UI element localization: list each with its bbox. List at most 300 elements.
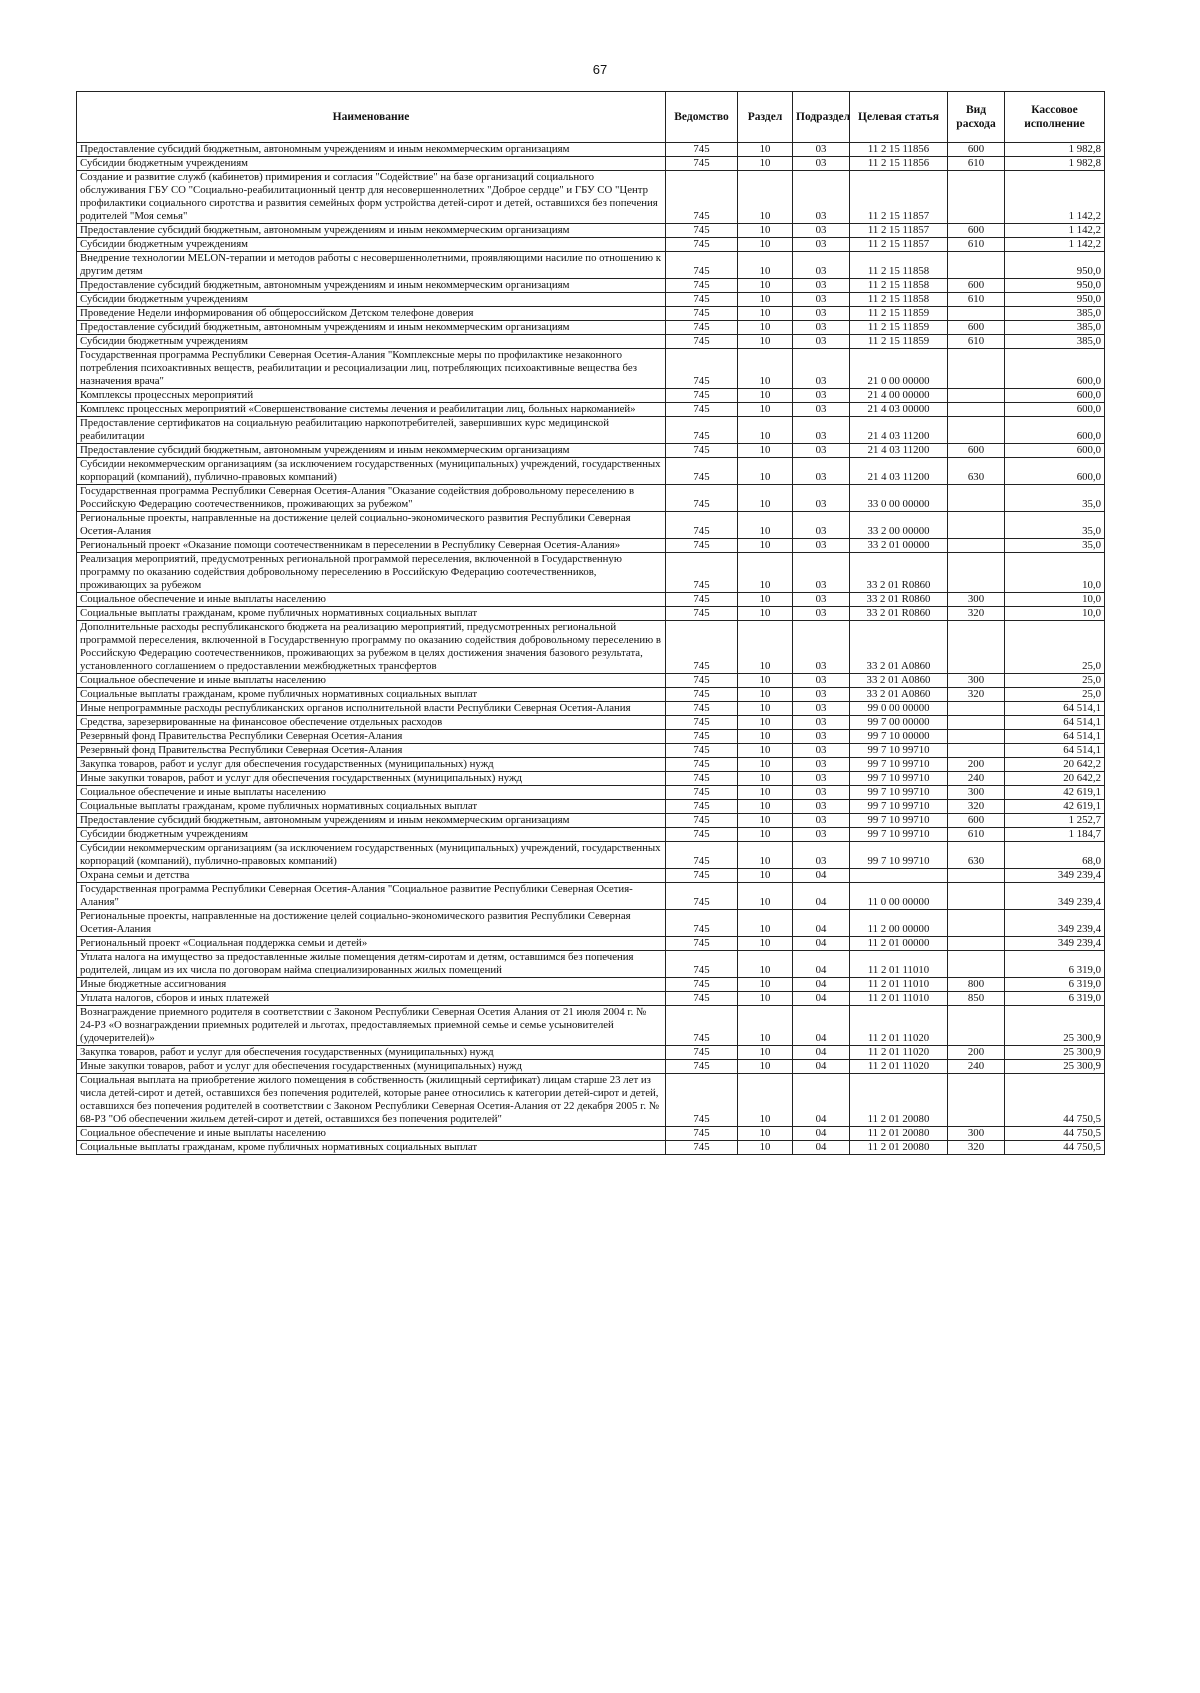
cell-ved: 745: [666, 143, 738, 157]
cell-podr: 03: [793, 539, 850, 553]
cell-name: Уплата налогов, сборов и иных платежей: [77, 992, 666, 1006]
table-row: [77, 842, 1105, 869]
cell-cel: 33 2 01 A0860: [850, 674, 948, 688]
cell-cel: 11 2 15 11857: [850, 238, 948, 252]
budget-execution-table: [76, 91, 1105, 1155]
cell-razd: 10: [738, 335, 793, 349]
cell-name: Субсидии бюджетным учреждениям: [77, 335, 666, 349]
cell-podr: 03: [793, 716, 850, 730]
cell-ved: 745: [666, 1006, 738, 1046]
cell-ved: 745: [666, 772, 738, 786]
cell-vid: 610: [948, 238, 1005, 252]
cell-kas: 349 239,4: [1005, 937, 1105, 951]
cell-kas: 25,0: [1005, 688, 1105, 702]
table-row: [77, 758, 1105, 772]
table-row: [77, 621, 1105, 674]
cell-vid: [948, 417, 1005, 444]
cell-kas: 42 619,1: [1005, 800, 1105, 814]
cell-cel: 11 2 15 11856: [850, 143, 948, 157]
cell-vid: [948, 1006, 1005, 1046]
cell-podr: 03: [793, 403, 850, 417]
cell-ved: 745: [666, 621, 738, 674]
cell-name: Иные закупки товаров, работ и услуг для обеспечения государственных (муниципальных) нужд: [77, 1060, 666, 1074]
table-row: [77, 688, 1105, 702]
table-row: [77, 1074, 1105, 1127]
cell-name: Закупка товаров, работ и услуг для обеспечения государственных (муниципальных) нужд: [77, 1046, 666, 1060]
cell-cel: 99 7 10 99710: [850, 814, 948, 828]
cell-ved: 745: [666, 951, 738, 978]
cell-cel: 11 2 01 11020: [850, 1060, 948, 1074]
cell-cel: 99 0 00 00000: [850, 702, 948, 716]
cell-kas: 1 142,2: [1005, 238, 1105, 252]
cell-ved: 745: [666, 1141, 738, 1155]
cell-razd: 10: [738, 674, 793, 688]
cell-kas: 35,0: [1005, 539, 1105, 553]
table-row: [77, 417, 1105, 444]
cell-podr: 04: [793, 1127, 850, 1141]
cell-podr: 03: [793, 744, 850, 758]
cell-podr: 03: [793, 485, 850, 512]
cell-vid: 320: [948, 1141, 1005, 1155]
header-podr: Подраздел: [793, 92, 850, 143]
cell-ved: 745: [666, 730, 738, 744]
cell-vid: 630: [948, 842, 1005, 869]
cell-kas: 600,0: [1005, 444, 1105, 458]
cell-podr: 03: [793, 512, 850, 539]
cell-razd: 10: [738, 307, 793, 321]
cell-vid: 320: [948, 800, 1005, 814]
cell-cel: 21 4 00 00000: [850, 389, 948, 403]
cell-ved: 745: [666, 252, 738, 279]
cell-kas: 600,0: [1005, 403, 1105, 417]
cell-ved: 745: [666, 992, 738, 1006]
cell-cel: 99 7 10 99710: [850, 800, 948, 814]
cell-ved: 745: [666, 171, 738, 224]
cell-name: Предоставление субсидий бюджетным, автономным учреждениям и иным некоммерческим организациям: [77, 143, 666, 157]
cell-name: Региональный проект «Оказание помощи соотечественникам в переселении в Республику Северная Осетия-Алания»: [77, 539, 666, 553]
cell-razd: 10: [738, 539, 793, 553]
cell-name: Социальные выплаты гражданам, кроме публичных нормативных социальных выплат: [77, 688, 666, 702]
cell-ved: 745: [666, 512, 738, 539]
cell-name: Дополнительные расходы республиканского бюджета на реализацию мероприятий, предусмотренных региональной программой переселения, включенной в Государственную программу по оказанию содействия добровольному переселению в Российскую Федерацию соотечественников, проживающих за рубежом в целях достижения значения базового результата, установленного соглашением о предоставлении межбюджетных трансфертов: [77, 621, 666, 674]
page-number: 67: [592, 62, 608, 77]
cell-kas: 1 982,8: [1005, 143, 1105, 157]
cell-podr: 03: [793, 143, 850, 157]
cell-kas: 950,0: [1005, 293, 1105, 307]
cell-ved: 745: [666, 1060, 738, 1074]
cell-podr: 03: [793, 252, 850, 279]
cell-cel: 33 2 01 R0860: [850, 553, 948, 593]
cell-vid: 600: [948, 143, 1005, 157]
cell-name: Государственная программа Республики Северная Осетия-Алания "Оказание содействия добровольному переселению в Российскую Федерацию соотечественников, проживающих за рубежом": [77, 485, 666, 512]
cell-razd: 10: [738, 772, 793, 786]
table-row: [77, 1006, 1105, 1046]
cell-vid: [948, 937, 1005, 951]
cell-podr: 04: [793, 951, 850, 978]
cell-podr: 03: [793, 417, 850, 444]
cell-vid: 600: [948, 224, 1005, 238]
cell-razd: 10: [738, 485, 793, 512]
cell-name: Резервный фонд Правительства Республики Северная Осетия-Алания: [77, 744, 666, 758]
cell-cel: 11 2 01 20080: [850, 1074, 948, 1127]
table-row: [77, 553, 1105, 593]
header-cel: Целевая статья: [850, 92, 948, 143]
cell-razd: 10: [738, 143, 793, 157]
cell-name: Вознаграждение приемного родителя в соответствии с Законом Республики Северная Осетия Алания от 21 июля 2004 г. № 24-РЗ «О вознаграждении приемных родителей и льготах, предоставляемых приемной семье и семье усыновителей (удочерителей)»: [77, 1006, 666, 1046]
cell-name: Социальные выплаты гражданам, кроме публичных нормативных социальных выплат: [77, 1141, 666, 1155]
cell-podr: 03: [793, 335, 850, 349]
cell-ved: 745: [666, 758, 738, 772]
cell-podr: 03: [793, 157, 850, 171]
cell-name: Социальная выплата на приобретение жилого помещения в собственность (жилищный сертификат) лицам старше 23 лет из числа детей-сирот и детей, оставшихся без попечения родителей, которые ранее относились к категории детей-сирот и детей, оставшихся без попечения родителей в соответствии с Законом Республики Северная Осетия-Алания от 22 декабря 2005 г. № 68-РЗ "Об обеспечении жильем детей-сирот и детей, оставшихся без попечения родителей": [77, 1074, 666, 1127]
cell-cel: 11 2 01 11020: [850, 1006, 948, 1046]
cell-razd: 10: [738, 951, 793, 978]
cell-kas: 10,0: [1005, 553, 1105, 593]
cell-name: Реализация мероприятий, предусмотренных региональной программой переселения, включенной в Государственную программу по оказанию содействия добровольному переселению в Российскую Федерацию соотечественников, проживающих за рубежом: [77, 553, 666, 593]
cell-razd: 10: [738, 607, 793, 621]
cell-podr: 04: [793, 883, 850, 910]
cell-ved: 745: [666, 744, 738, 758]
cell-cel: 99 7 10 99710: [850, 828, 948, 842]
cell-razd: 10: [738, 992, 793, 1006]
cell-razd: 10: [738, 758, 793, 772]
cell-vid: 240: [948, 1060, 1005, 1074]
header-kas: Кассовое исполнение: [1005, 92, 1105, 143]
cell-cel: 11 2 01 00000: [850, 937, 948, 951]
cell-name: Иные закупки товаров, работ и услуг для обеспечения государственных (муниципальных) нужд: [77, 772, 666, 786]
cell-ved: 745: [666, 786, 738, 800]
table-row: [77, 1127, 1105, 1141]
cell-vid: [948, 744, 1005, 758]
cell-razd: 10: [738, 553, 793, 593]
cell-vid: [948, 252, 1005, 279]
cell-podr: 04: [793, 1074, 850, 1127]
table-row: [77, 607, 1105, 621]
cell-vid: 320: [948, 688, 1005, 702]
cell-podr: 03: [793, 389, 850, 403]
cell-kas: 349 239,4: [1005, 910, 1105, 937]
table-row: [77, 883, 1105, 910]
cell-cel: 11 2 15 11857: [850, 171, 948, 224]
table-row: [77, 485, 1105, 512]
cell-ved: 745: [666, 389, 738, 403]
cell-vid: 300: [948, 786, 1005, 800]
cell-cel: 11 2 15 11857: [850, 224, 948, 238]
cell-ved: 745: [666, 828, 738, 842]
header-razd: Раздел: [738, 92, 793, 143]
cell-vid: [948, 307, 1005, 321]
cell-cel: 11 2 15 11858: [850, 252, 948, 279]
cell-podr: 04: [793, 869, 850, 883]
cell-vid: [948, 951, 1005, 978]
cell-razd: 10: [738, 224, 793, 238]
cell-ved: 745: [666, 238, 738, 252]
table-row: [77, 143, 1105, 157]
cell-podr: 03: [793, 444, 850, 458]
cell-ved: 745: [666, 607, 738, 621]
table-row: [77, 910, 1105, 937]
cell-podr: 03: [793, 607, 850, 621]
table-row: [77, 252, 1105, 279]
cell-ved: 745: [666, 224, 738, 238]
cell-ved: 745: [666, 539, 738, 553]
cell-kas: 35,0: [1005, 485, 1105, 512]
cell-kas: 6 319,0: [1005, 951, 1105, 978]
cell-razd: 10: [738, 444, 793, 458]
table-row: [77, 716, 1105, 730]
cell-name: Субсидии бюджетным учреждениям: [77, 157, 666, 171]
cell-razd: 10: [738, 171, 793, 224]
cell-razd: 10: [738, 869, 793, 883]
cell-vid: [948, 553, 1005, 593]
cell-name: Комплексы процессных мероприятий: [77, 389, 666, 403]
cell-name: Региональные проекты, направленные на достижение целей социально-экономического развития Республики Северная Осетия-Алания: [77, 910, 666, 937]
cell-razd: 10: [738, 883, 793, 910]
header-name: Наименование: [77, 92, 666, 143]
cell-razd: 10: [738, 417, 793, 444]
cell-ved: 745: [666, 814, 738, 828]
cell-vid: 240: [948, 772, 1005, 786]
cell-vid: [948, 403, 1005, 417]
cell-vid: 320: [948, 607, 1005, 621]
cell-name: Социальные выплаты гражданам, кроме публичных нормативных социальных выплат: [77, 607, 666, 621]
cell-name: Социальное обеспечение и иные выплаты населению: [77, 593, 666, 607]
cell-kas: 25 300,9: [1005, 1046, 1105, 1060]
cell-razd: 10: [738, 403, 793, 417]
table-row: [77, 307, 1105, 321]
cell-ved: 745: [666, 688, 738, 702]
cell-ved: 745: [666, 321, 738, 335]
table-row: [77, 730, 1105, 744]
cell-podr: 04: [793, 1006, 850, 1046]
cell-cel: 33 2 01 R0860: [850, 607, 948, 621]
table-row: [77, 674, 1105, 688]
cell-razd: 10: [738, 1141, 793, 1155]
table-row: [77, 772, 1105, 786]
cell-cel: 11 2 15 11859: [850, 321, 948, 335]
cell-razd: 10: [738, 252, 793, 279]
table-row: [77, 171, 1105, 224]
cell-kas: 600,0: [1005, 389, 1105, 403]
cell-name: Региональные проекты, направленные на достижение целей социально-экономического развития Республики Северная Осетия-Алания: [77, 512, 666, 539]
cell-name: Внедрение технологии MELON-терапии и методов работы с несовершеннолетними, проявляющими насилие по отношению к другим детям: [77, 252, 666, 279]
table-row: [77, 389, 1105, 403]
cell-razd: 10: [738, 716, 793, 730]
cell-ved: 745: [666, 869, 738, 883]
cell-razd: 10: [738, 458, 793, 485]
cell-cel: 21 4 03 11200: [850, 417, 948, 444]
cell-ved: 745: [666, 593, 738, 607]
table-row: [77, 238, 1105, 252]
cell-ved: 745: [666, 937, 738, 951]
cell-cel: 99 7 10 00000: [850, 730, 948, 744]
cell-razd: 10: [738, 1074, 793, 1127]
cell-ved: 745: [666, 458, 738, 485]
table-row: [77, 157, 1105, 171]
cell-razd: 10: [738, 621, 793, 674]
cell-cel: 11 2 01 20080: [850, 1127, 948, 1141]
cell-kas: 600,0: [1005, 417, 1105, 444]
cell-kas: 10,0: [1005, 593, 1105, 607]
cell-vid: [948, 512, 1005, 539]
cell-ved: 745: [666, 1127, 738, 1141]
cell-razd: 10: [738, 1060, 793, 1074]
table-row: [77, 1046, 1105, 1060]
cell-kas: 64 514,1: [1005, 730, 1105, 744]
cell-kas: 44 750,5: [1005, 1074, 1105, 1127]
cell-cel: 33 2 01 A0860: [850, 621, 948, 674]
table-row: [77, 869, 1105, 883]
cell-podr: 03: [793, 772, 850, 786]
cell-ved: 745: [666, 702, 738, 716]
cell-razd: 10: [738, 786, 793, 800]
cell-podr: 03: [793, 279, 850, 293]
cell-name: Региональный проект «Социальная поддержка семьи и детей»: [77, 937, 666, 951]
cell-name: Социальное обеспечение и иные выплаты населению: [77, 1127, 666, 1141]
cell-cel: 21 4 03 00000: [850, 403, 948, 417]
cell-ved: 745: [666, 883, 738, 910]
cell-ved: 745: [666, 1074, 738, 1127]
cell-cel: 11 2 15 11859: [850, 335, 948, 349]
cell-ved: 745: [666, 674, 738, 688]
cell-cel: 11 2 01 11010: [850, 978, 948, 992]
cell-vid: 200: [948, 1046, 1005, 1060]
cell-ved: 745: [666, 800, 738, 814]
cell-vid: 300: [948, 674, 1005, 688]
cell-vid: 600: [948, 279, 1005, 293]
cell-cel: 99 7 10 99710: [850, 772, 948, 786]
cell-podr: 04: [793, 1141, 850, 1155]
cell-cel: 33 2 00 00000: [850, 512, 948, 539]
cell-razd: 10: [738, 1046, 793, 1060]
cell-name: Субсидии бюджетным учреждениям: [77, 828, 666, 842]
cell-podr: 03: [793, 800, 850, 814]
cell-razd: 10: [738, 593, 793, 607]
cell-name: Закупка товаров, работ и услуг для обеспечения государственных (муниципальных) нужд: [77, 758, 666, 772]
cell-razd: 10: [738, 744, 793, 758]
cell-cel: 99 7 10 99710: [850, 758, 948, 772]
cell-razd: 10: [738, 937, 793, 951]
cell-cel: 99 7 00 00000: [850, 716, 948, 730]
table-row: [77, 512, 1105, 539]
cell-vid: [948, 883, 1005, 910]
cell-vid: 630: [948, 458, 1005, 485]
cell-podr: 03: [793, 688, 850, 702]
cell-ved: 745: [666, 293, 738, 307]
cell-name: Проведение Недели информирования об общероссийском Детском телефоне доверия: [77, 307, 666, 321]
cell-podr: 03: [793, 758, 850, 772]
cell-name: Предоставление субсидий бюджетным, автономным учреждениям и иным некоммерческим организациям: [77, 444, 666, 458]
cell-podr: 03: [793, 786, 850, 800]
cell-vid: [948, 869, 1005, 883]
cell-podr: 04: [793, 1060, 850, 1074]
cell-vid: [948, 1074, 1005, 1127]
cell-podr: 03: [793, 593, 850, 607]
cell-name: Субсидии некоммерческим организациям (за исключением государственных (муниципальных) учреждений, государственных корпораций (компаний), публично-правовых компаний): [77, 842, 666, 869]
header-vid: Вид расхода: [948, 92, 1005, 143]
cell-cel: 11 2 01 11010: [850, 992, 948, 1006]
cell-cel: 11 0 00 00000: [850, 883, 948, 910]
header-ved: Ведомство: [666, 92, 738, 143]
cell-razd: 10: [738, 814, 793, 828]
cell-razd: 10: [738, 279, 793, 293]
cell-podr: 03: [793, 321, 850, 335]
cell-podr: 03: [793, 224, 850, 238]
cell-ved: 745: [666, 910, 738, 937]
cell-vid: 610: [948, 335, 1005, 349]
cell-razd: 10: [738, 800, 793, 814]
table-row: [77, 593, 1105, 607]
cell-cel: 21 0 00 00000: [850, 349, 948, 389]
cell-cel: 99 7 10 99710: [850, 786, 948, 800]
cell-podr: 03: [793, 674, 850, 688]
table-row: [77, 349, 1105, 389]
cell-kas: 950,0: [1005, 252, 1105, 279]
cell-kas: 20 642,2: [1005, 758, 1105, 772]
cell-vid: 600: [948, 814, 1005, 828]
cell-name: Государственная программа Республики Северная Осетия-Алания "Социальное развитие Республики Северная Осетия-Алания": [77, 883, 666, 910]
cell-podr: 03: [793, 349, 850, 389]
cell-cel: 21 4 03 11200: [850, 444, 948, 458]
cell-cel: 11 2 15 11859: [850, 307, 948, 321]
cell-name: Субсидии некоммерческим организациям (за исключением государственных (муниципальных) учреждений, государственных корпораций (компаний), публично-правовых компаний): [77, 458, 666, 485]
cell-cel: 11 2 15 11856: [850, 157, 948, 171]
cell-cel: 11 2 01 11010: [850, 951, 948, 978]
cell-kas: 349 239,4: [1005, 869, 1105, 883]
cell-kas: 25,0: [1005, 621, 1105, 674]
cell-razd: 10: [738, 702, 793, 716]
cell-ved: 745: [666, 1046, 738, 1060]
cell-podr: 03: [793, 814, 850, 828]
cell-name: Субсидии бюджетным учреждениям: [77, 238, 666, 252]
cell-razd: 10: [738, 910, 793, 937]
table-row: [77, 293, 1105, 307]
cell-kas: 10,0: [1005, 607, 1105, 621]
cell-ved: 745: [666, 485, 738, 512]
cell-razd: 10: [738, 828, 793, 842]
cell-vid: 610: [948, 293, 1005, 307]
cell-ved: 745: [666, 716, 738, 730]
cell-name: Комплекс процессных мероприятий «Совершенствование системы лечения и реабилитации лиц, больных наркоманией»: [77, 403, 666, 417]
cell-razd: 10: [738, 293, 793, 307]
cell-razd: 10: [738, 688, 793, 702]
cell-kas: 1 142,2: [1005, 224, 1105, 238]
cell-name: Резервный фонд Правительства Республики Северная Осетия-Алания: [77, 730, 666, 744]
table-row: [77, 444, 1105, 458]
cell-kas: 1 142,2: [1005, 171, 1105, 224]
cell-name: Охрана семьи и детства: [77, 869, 666, 883]
cell-vid: [948, 171, 1005, 224]
cell-name: Государственная программа Республики Северная Осетия-Алания "Комплексные меры по профилактике незаконного потребления психоактивных веществ, реабилитации и ресоциализации лиц, потребляющих психоактивные вещества без назначения врача": [77, 349, 666, 389]
cell-podr: 03: [793, 842, 850, 869]
cell-ved: 745: [666, 978, 738, 992]
table-row: [77, 403, 1105, 417]
cell-name: Предоставление субсидий бюджетным, автономным учреждениям и иным некоммерческим организациям: [77, 814, 666, 828]
cell-kas: 385,0: [1005, 335, 1105, 349]
cell-vid: 300: [948, 593, 1005, 607]
cell-vid: [948, 702, 1005, 716]
cell-vid: 600: [948, 444, 1005, 458]
cell-podr: 03: [793, 238, 850, 252]
cell-kas: 64 514,1: [1005, 716, 1105, 730]
cell-kas: 349 239,4: [1005, 883, 1105, 910]
cell-name: Создание и развитие служб (кабинетов) примирения и согласия "Содействие" на базе организаций социального обслуживания ГБУ СО "Социально-реабилитационный центр для несовершеннолетних "Доброе сердце" и ГБУ СО "Центр профилактики социального сиротства и развития семейных форм устройства детей-сирот и детей, оставшихся без попечения родителей "Моя семья": [77, 171, 666, 224]
cell-kas: 25,0: [1005, 674, 1105, 688]
cell-cel: [850, 869, 948, 883]
cell-kas: 1 184,7: [1005, 828, 1105, 842]
cell-podr: 04: [793, 910, 850, 937]
cell-podr: 04: [793, 978, 850, 992]
